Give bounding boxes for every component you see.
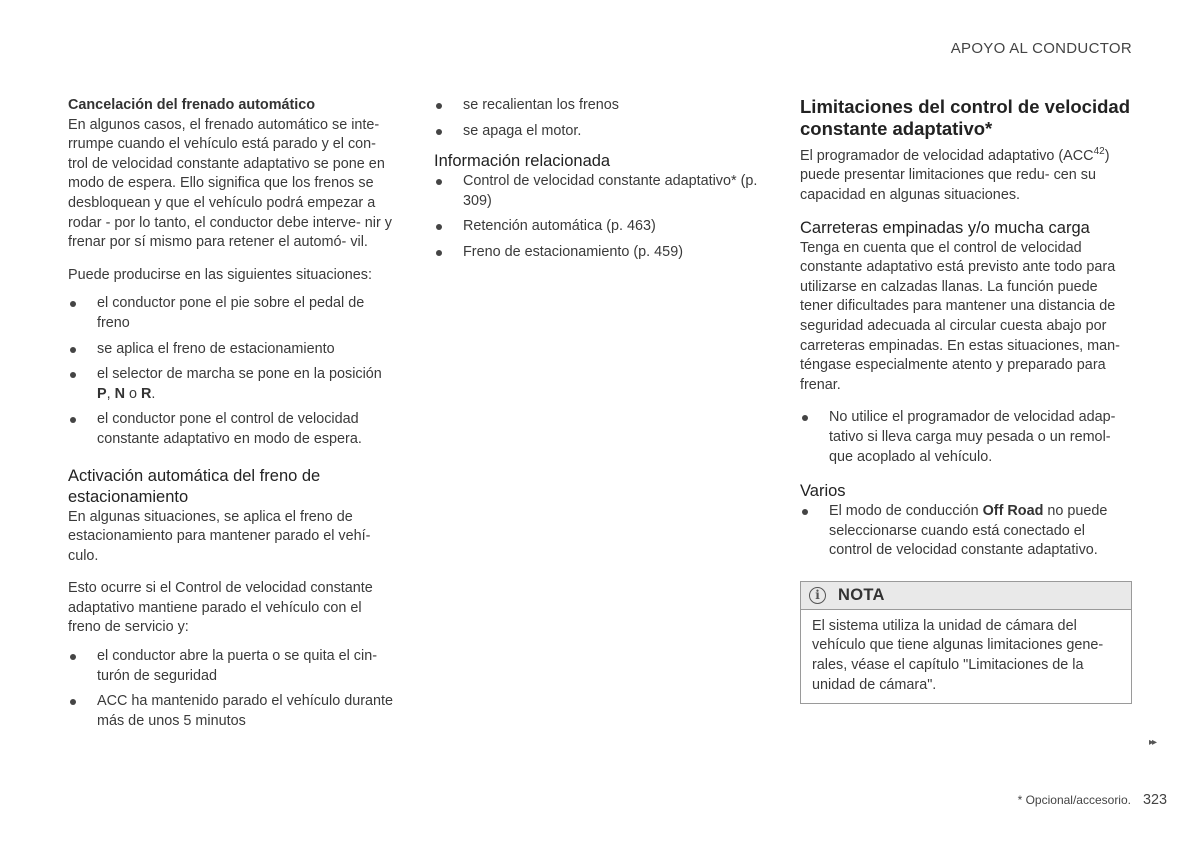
column-1 xyxy=(68,96,398,737)
slopes-list xyxy=(800,408,1132,467)
heading-cancel-braking: Cancelación del frenado automático xyxy=(68,97,316,113)
various-list xyxy=(800,502,1132,561)
bullet-icon xyxy=(70,301,76,307)
heading-acc-limitations: Limitaciones del control de velocidad constante adaptativo* xyxy=(800,96,1130,139)
activation-paragraph: En algunas situaciones, se aplica el freno de estacionamiento para mantener parado el vehí- culo. xyxy=(68,508,371,564)
note-body xyxy=(801,610,1131,703)
note-title: NOTA xyxy=(838,585,885,604)
next-page-icon: ▸▸ xyxy=(1149,737,1156,748)
related-list xyxy=(434,172,764,262)
list-item: se recalientan los frenos xyxy=(434,96,764,116)
related-link[interactable]: Retención automática (p. 463) xyxy=(434,217,764,237)
note-box xyxy=(800,581,1132,704)
bullet-icon xyxy=(70,417,76,423)
footnote-optional: * Opcional/accesorio. xyxy=(1017,793,1131,807)
footnote-ref: 42 xyxy=(1093,146,1105,157)
note-text: El sistema utiliza la unidad de cámara del vehículo que tiene algunas limitaciones gene- rales, véase el capítulo "Limitaciones de la unidad de cámara". xyxy=(812,617,1104,693)
info-icon: i xyxy=(809,587,826,604)
list-item: se apaga el motor. xyxy=(434,122,764,142)
bullet-icon xyxy=(70,347,76,353)
list-item: ACC ha mantenido parado el vehículo durante más de unos 5 minutos xyxy=(68,692,398,731)
situations-intro: Puede producirse en las siguientes situaciones: xyxy=(68,266,372,283)
heading-auto-parking-brake: Activación automática del freno de estacionamiento xyxy=(68,466,321,506)
occurs-paragraph: Esto ocurre si el Control de velocidad constante adaptativo mantiene parado el vehículo con el freno de servicio y: xyxy=(68,580,373,636)
bullet-icon xyxy=(436,129,442,135)
list-item: el conductor pone el control de velocidad constante adaptativo en modo de espera. xyxy=(68,410,398,449)
acc-intro-paragraph: El programador de velocidad adaptativo (ACC$^{42}$) puede presentar limitaciones que redu- cen su capacidad en algunas situaciones. xyxy=(800,146,1110,203)
bullet-icon xyxy=(70,654,76,660)
column-2 xyxy=(434,96,764,269)
bullet-icon xyxy=(436,224,442,230)
page-footer xyxy=(1018,792,1167,808)
gear-n: N xyxy=(114,385,126,402)
cancel-paragraph: En algunos casos, el frenado automático se inte- rrumpe cuando el vehículo está parado y el con- trol de velocidad constante adaptativo se pone en modo de espera. Ello significa que los frenos se desbloquean y que el vehículo podrá empezar a rodar - por lo tanto, el conductor debe interve- nir y frenar por sí mismo para retener el automó- vil. xyxy=(68,116,392,251)
list-item: el conductor pone el pie sobre el pedal de freno xyxy=(68,294,398,333)
bullet-icon xyxy=(70,372,76,378)
heading-related-info: Información relacionada xyxy=(434,152,611,171)
list-item-gear-position: el selector de marcha se pone en la posición P, N o R. xyxy=(68,365,398,404)
slopes-paragraph: Tenga en cuenta que el control de velocidad constante adaptativo está previsto ante todo para utilizarse en calzadas llanas. La función puede tener dificultades para mantener una distancia de seguridad adecuada al circular cuesta abajo por carreteras empinadas. En estas situaciones, man- téngase especialmente atento y preparado para frenar. xyxy=(800,239,1120,393)
continued-list xyxy=(434,96,764,141)
conditions-list xyxy=(68,647,398,731)
bullet-icon xyxy=(436,250,442,256)
page-number: 323 xyxy=(1142,792,1167,808)
off-road-mode: Off Road xyxy=(982,503,1044,520)
list-item: El modo de conducción Off Road no puede seleccionarse cuando está conectado el control de velocidad constante adaptativo. xyxy=(800,502,1132,561)
bullet-icon xyxy=(70,699,76,705)
heading-steep-roads: Carreteras empinadas y/o mucha carga xyxy=(800,218,1090,237)
related-link[interactable]: Freno de estacionamiento (p. 459) xyxy=(434,243,764,263)
list-item: se aplica el freno de estacionamiento xyxy=(68,340,398,360)
gear-p: P xyxy=(97,385,107,402)
situations-list xyxy=(68,294,398,449)
bullet-icon xyxy=(802,415,808,421)
column-3 xyxy=(800,96,1132,704)
running-header: APOYO AL CONDUCTOR xyxy=(950,40,1132,57)
list-item: el conductor abre la puerta o se quita el cin- turón de seguridad xyxy=(68,647,398,686)
bullet-icon xyxy=(802,509,808,515)
list-item: No utilice el programador de velocidad adap- tativo si lleva carga muy pesada o un remol- que acoplado al vehículo. xyxy=(800,408,1132,467)
bullet-icon xyxy=(436,103,442,109)
gear-r: R xyxy=(141,385,152,402)
related-link[interactable]: Control de velocidad constante adaptativo* (p. 309) xyxy=(434,172,764,211)
heading-various: Varios xyxy=(800,482,846,501)
bullet-icon xyxy=(436,179,442,185)
note-header xyxy=(801,582,1131,610)
